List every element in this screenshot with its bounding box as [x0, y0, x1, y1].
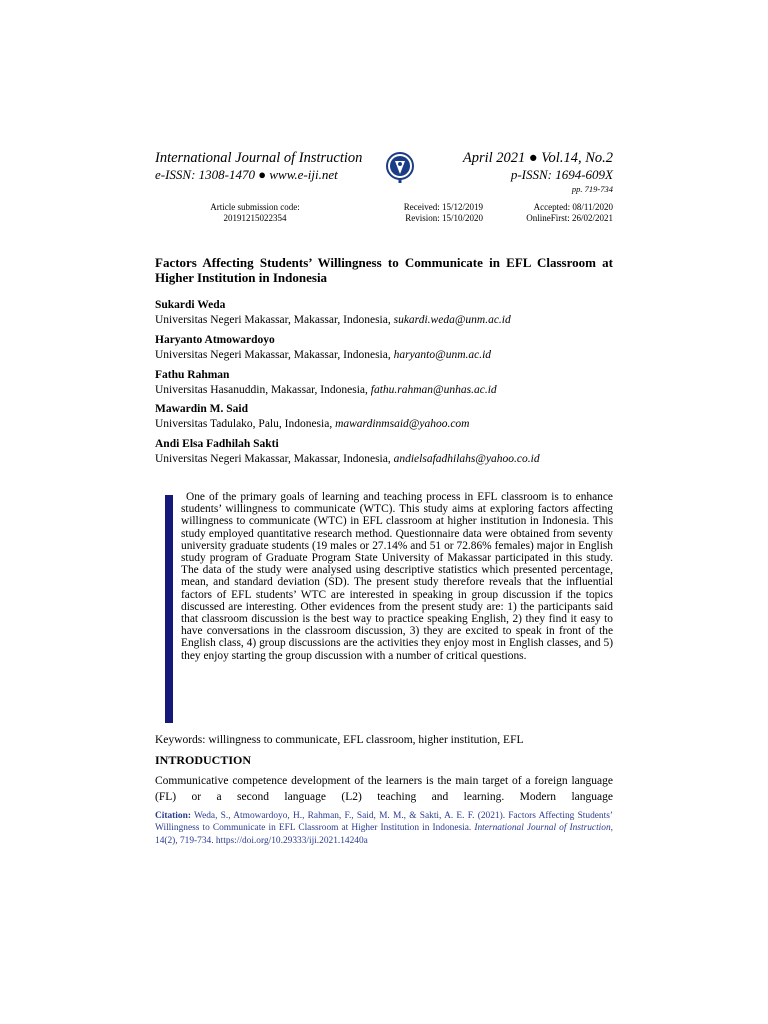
author-affiliation: Universitas Tadulako, Palu, Indonesia, mawardinmsaid@yahoo.com [155, 418, 470, 430]
author-block [155, 298, 613, 328]
journal-logo-icon [385, 150, 415, 184]
author-name: Mawardin M. Said [155, 403, 248, 415]
author-block [155, 333, 613, 363]
author-block [155, 402, 613, 432]
author-affiliation: Universitas Hasanuddin, Makassar, Indonesia, fathu.rahman@unhas.ac.id [155, 384, 497, 396]
journal-header [155, 150, 613, 194]
citation-journal: International Journal of Instruction [474, 823, 611, 834]
author-email: andielsafadhilahs@yahoo.co.id [393, 453, 540, 465]
intro-paragraph: Communicative competence development of the learners is the main target of a foreign language (FL) or a second language (L2) teaching and learning. Modern language [155, 775, 613, 803]
issue-date: April 2021 ● Vol.14, No.2 [462, 150, 613, 166]
author-email: mawardinmsaid@yahoo.com [335, 418, 470, 430]
pissn-line: p-ISSN: 1694-609X [510, 167, 613, 182]
author-name: Sukardi Weda [155, 299, 226, 311]
author-email: haryanto@unm.ac.id [393, 349, 492, 361]
page-range: pp. 719-734 [571, 184, 613, 194]
abstract-text: One of the primary goals of learning and teaching process in EFL classroom is to enhance students’ willingness to communicate (WTC). This study aims at exploring factors affecting willingness to communicate (WTC) in EFL classroom at higher institution in Indonesia. This study employed quantitative research method. Questionnaire data were obtained from seventy university graduate students (19 males or 27.14% and 51 or 72.86% females) major in English study program of Graduate Program State University of Makassar participated in this study. The data of the study were analysed using descriptive statistics which presented percentage, mean, and standard deviation (SD). The present study therefore reveals that the influential factors of EFL students’ WTC are interested in speaking in group discussion if the topics discussed are interesting. Other evidences from the present study are: 1) the participants said that classroom discussion is the best way to practice speaking English, 2) they find it easy to have conversations in the classroom discussion, 3) they are excited to speak in front of the English class, 4) group discussions are the activities they enjoy most in English classes, and 5) they enjoy starting the group discussion with a number of critical questions. [181, 491, 613, 662]
citation-block: Citation: Weda, S., Atmowardoyo, H., Rahman, F., Said, M. M., & Sakti, A. E. F. (2021). Factors Affecting Students’ Willingness to Communicate in EFL Classroom at Higher Institution in Indonesia. International Journal of Instruction, 14(2), 719-734. https://doi.org/10.29333/iji.2021.14240a [155, 811, 614, 846]
accepted-info: Accepted: 08/11/2020 OnlineFirst: 26/02/2021 [526, 202, 613, 223]
author-name: Andi Elsa Fadhilah Sakti [155, 438, 279, 450]
author-email: sukardi.weda@unm.ac.id [393, 314, 511, 326]
author-block [155, 437, 613, 467]
author-name: Fathu Rahman [155, 369, 230, 381]
submission-info: Article submission code: 20191215022354 [210, 202, 300, 223]
section-heading: INTRODUCTION [155, 753, 252, 767]
received-info: Received: 15/12/2019 Revision: 15/10/2020 [403, 202, 483, 223]
citation-label: Citation: [155, 811, 191, 821]
author-affiliation: Universitas Negeri Makassar, Makassar, Indonesia, andielsafadhilahs@yahoo.co.id [155, 453, 540, 465]
eissn-line: e-ISSN: 1308-1470 ● www.e-iji.net [155, 167, 338, 182]
abstract-accent-bar [165, 495, 173, 723]
author-block [155, 368, 613, 398]
article-title: Factors Affecting Students’ Willingness to Communicate in EFL Classroom at Higher Institution in Indonesia [155, 255, 613, 285]
author-email: fathu.rahman@unhas.ac.id [370, 384, 497, 396]
citation-doi[interactable]: , 14(2), 719-734. https://doi.org/10.29333/iji.2021.14240a [155, 823, 614, 846]
author-affiliation: Universitas Negeri Makassar, Makassar, Indonesia, sukardi.weda@unm.ac.id [155, 314, 511, 326]
journal-name: International Journal of Instruction [155, 150, 363, 166]
author-name: Haryanto Atmowardoyo [155, 334, 275, 346]
keywords: Keywords: willingness to communicate, EFL classroom, higher institution, EFL [155, 734, 524, 746]
author-affiliation: Universitas Negeri Makassar, Makassar, Indonesia, haryanto@unm.ac.id [155, 349, 492, 361]
